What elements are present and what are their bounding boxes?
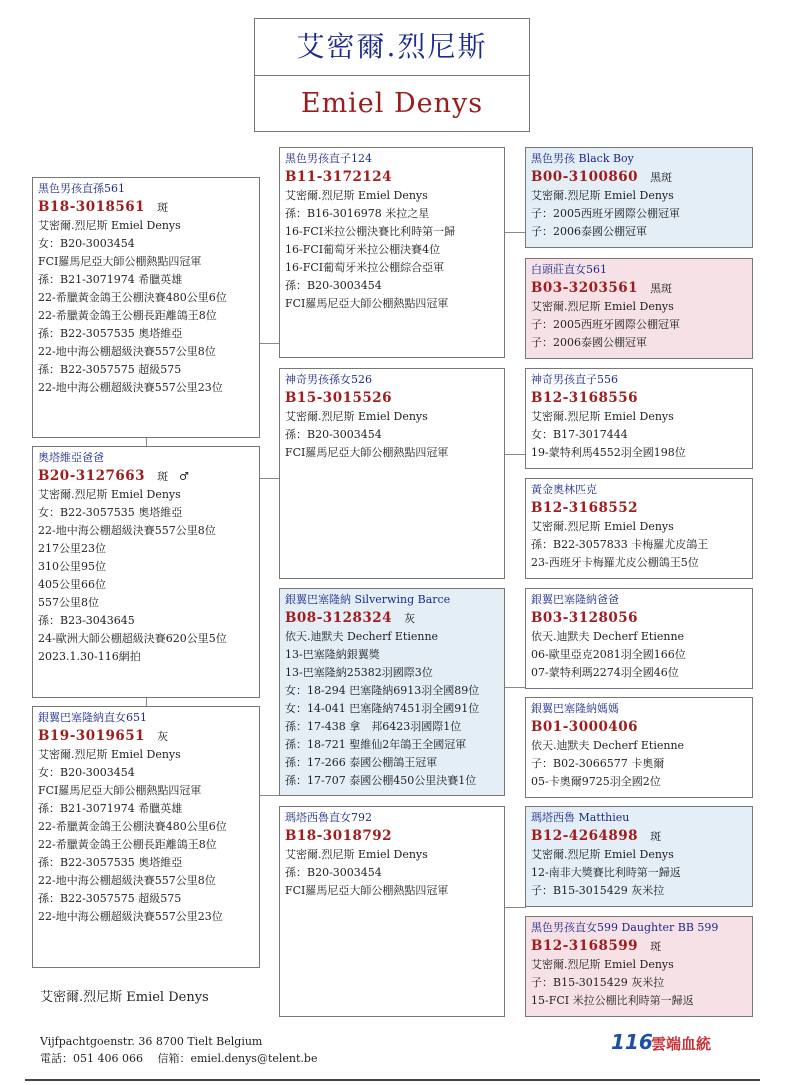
owner-name: 艾密爾.烈尼斯 Emiel Denys [40, 990, 209, 1005]
card-header: 銀翼巴塞隆納爸爸 [531, 593, 619, 606]
card-details [531, 737, 748, 791]
color-note: 灰 [157, 730, 169, 743]
card-header: 銀翼巴塞隆納 Silverwing Barce [285, 593, 451, 606]
logo-text: 雲端血統 [651, 1035, 712, 1053]
detail-line: 孫：B21-3071974 希臘英雄 [38, 273, 183, 286]
detail-line: FCI羅馬尼亞大師公棚熱點四冠軍 [285, 297, 449, 310]
card-header: 白頭莊直女561 [531, 263, 607, 276]
detail-line: 22-地中海公棚超級決賽557公里23位 [38, 910, 223, 923]
detail-line: 依天.迪默夫 Decherf Etienne [531, 630, 685, 643]
connector-line [504, 907, 526, 908]
detail-line: 艾密爾.烈尼斯 Emiel Denys [531, 300, 674, 313]
card-header: 銀翼巴塞隆納直女651 [38, 711, 147, 724]
detail-line: 310公里95位 [38, 560, 106, 573]
address-line: Vijfpachtgoenstr. 36 8700 Tielt Belgium [40, 1035, 263, 1048]
detail-line: 孫：B21-3071974 希臘英雄 [38, 802, 183, 815]
ring-number: B18-3018561 斑 [38, 199, 169, 215]
contact-block [40, 1033, 317, 1067]
detail-line: 24-歐洲大師公棚超級決賽620公里5位 [38, 632, 227, 645]
detail-line: 艾密爾.烈尼斯 Emiel Denys [531, 189, 674, 202]
detail-line: 艾密爾.烈尼斯 Emiel Denys [285, 189, 428, 202]
card-details [531, 408, 748, 462]
card-details [285, 187, 500, 313]
color-note: 黑斑 [650, 282, 673, 295]
detail-line: 22-地中海公棚超級決賽557公里8位 [38, 874, 216, 887]
card-details [531, 518, 748, 572]
detail-line: 12-南非大獎賽比利時第一歸返 [531, 866, 681, 879]
color-note: 灰 [404, 612, 416, 625]
detail-line: 子：2006泰國公棚冠軍 [531, 225, 647, 238]
card-ggs3[interactable] [525, 368, 753, 469]
detail-line: 06-歐里亞克2081羽全國166位 [531, 648, 686, 661]
ring-number: B08-3128324 灰 [285, 610, 416, 626]
connector-line [259, 478, 280, 479]
contact-line: 電話：051 406 066 信箱：emiel.denys@telent.be [40, 1052, 318, 1065]
detail-line: 2023.1.30-116網拍 [38, 650, 141, 663]
detail-line: 子：B02-3066577 卡奧爾 [531, 757, 665, 770]
color-note: 斑 [157, 201, 169, 214]
detail-line: 艾密爾.烈尼斯 Emiel Denys [531, 958, 674, 971]
card-header: 黃金奧林匹克 [531, 483, 597, 496]
card-header: 銀翼巴塞隆納媽媽 [531, 702, 619, 715]
detail-line: FCI羅馬尼亞大師公棚熱點四冠軍 [38, 784, 202, 797]
card-ggs5[interactable] [525, 588, 753, 689]
ring-number: B00-3100860 黑斑 [531, 169, 673, 185]
detail-line: 13-巴塞隆納銀翼獎 [285, 648, 380, 661]
ring-number: B12-4264898 斑 [531, 828, 662, 844]
ring-number: B15-3015526 [285, 390, 393, 406]
card-header: 黑色男孩直孫561 [38, 182, 125, 195]
detail-line: 子：2006泰國公棚冠軍 [531, 336, 647, 349]
ring-number: B11-3172124 [285, 169, 393, 185]
card-details [285, 408, 500, 462]
ring-number: B12-3168599 斑 [531, 938, 662, 954]
card-ggs8[interactable] [525, 916, 753, 1017]
detail-line: 子：2005西班牙國際公棚冠軍 [531, 318, 680, 331]
card-gs2[interactable] [279, 368, 505, 579]
detail-line: 16-FCI米拉公棚決賽比利時第一歸 [285, 225, 456, 238]
card-details [531, 628, 748, 682]
ring-number: B03-3203561 黑斑 [531, 280, 673, 296]
detail-line: 22-希臘黃金鴿王公棚長距離鴿王8位 [38, 838, 217, 851]
detail-line: 23-西班牙卡梅羅尤皮公棚鴿王5位 [531, 556, 699, 569]
logo-number: 116 [611, 1030, 653, 1054]
detail-line: 子：B15-3015429 灰米拉 [531, 976, 665, 989]
detail-line: 孫：18-721 聖維仙2年鴿王全國冠軍 [285, 738, 467, 751]
connector-line [259, 343, 280, 344]
detail-line: FCI羅馬尼亞大師公棚熱點四冠軍 [285, 884, 449, 897]
detail-line: 孫：B20-3003454 [285, 428, 382, 441]
detail-line: 557公里8位 [38, 596, 99, 609]
card-header: 瑪塔西魯直女792 [285, 811, 372, 824]
detail-line: FCI羅馬尼亞大師公棚熱點四冠軍 [38, 255, 202, 268]
card-gs1[interactable] [279, 147, 505, 358]
detail-line: 孫：B22-3057575 超級575 [38, 892, 182, 905]
detail-line: 孫：B20-3003454 [285, 279, 382, 292]
detail-line: 孫：B16-3016978 米拉之星 [285, 207, 430, 220]
detail-line: 05-卡奧爾9725羽全國2位 [531, 775, 661, 788]
detail-line: 艾密爾.烈尼斯 Emiel Denys [38, 748, 181, 761]
detail-line: 22-希臘黃金鴿王公棚長距離鴿王8位 [38, 309, 217, 322]
card-ggs4[interactable] [525, 478, 753, 579]
card-details [531, 956, 748, 1010]
color-note: 斑 [650, 940, 662, 953]
detail-line: 07-蒙特利瑪2274羽全國46位 [531, 666, 679, 679]
detail-line: 孫：B20-3003454 [285, 866, 382, 879]
detail-line: 女：18-294 巴塞隆納6913羽全國89位 [285, 684, 480, 697]
ring-number: B01-3000406 [531, 719, 639, 735]
pedigree-title-box [254, 18, 530, 132]
connector-line [504, 232, 526, 233]
detail-line: 女：14-041 巴塞隆納7451羽全國91位 [285, 702, 480, 715]
title-english: Emiel Denys [300, 88, 484, 119]
connector-line [259, 795, 280, 796]
detail-line: 女：B22-3057535 奧塔維亞 [38, 506, 183, 519]
detail-line: 405公里66位 [38, 578, 106, 591]
card-gs4[interactable] [279, 806, 505, 1017]
detail-line: 艾密爾.烈尼斯 Emiel Denys [285, 410, 428, 423]
detail-line: 艾密爾.烈尼斯 Emiel Denys [38, 488, 181, 501]
card-details [38, 486, 255, 666]
card-ggs1[interactable] [525, 147, 753, 248]
detail-line: 22-地中海公棚超級決賽557公里8位 [38, 524, 216, 537]
ring-number: B12-3168552 [531, 500, 639, 516]
connector-line [146, 437, 147, 446]
detail-line: 艾密爾.烈尼斯 Emiel Denys [531, 848, 674, 861]
detail-line: 16-FCI葡萄牙米拉公棚綜合亞軍 [285, 261, 445, 274]
detail-line: 女：B20-3003454 [38, 237, 135, 250]
detail-line: 孫：B22-3057575 超級575 [38, 363, 182, 376]
detail-line: 22-地中海公棚超級決賽557公里23位 [38, 381, 223, 394]
card-header: 瑪塔西魯 Matthieu [531, 811, 630, 824]
detail-line: 孫：17-266 泰國公棚鴿王冠軍 [285, 756, 438, 769]
card-details [38, 217, 255, 397]
ring-number: B20-3127663 斑 ♂ [38, 468, 189, 484]
card-header: 神奇男孩直子556 [531, 373, 618, 386]
card-details [285, 846, 500, 900]
detail-line: 依天.迪默夫 Decherf Etienne [285, 630, 439, 643]
card-details [531, 298, 748, 352]
connector-line [504, 687, 526, 688]
ring-number: B18-3018792 [285, 828, 393, 844]
detail-line: 217公里23位 [38, 542, 106, 555]
bottom-divider [25, 1079, 760, 1081]
detail-line: 孫：B23-3043645 [38, 614, 135, 627]
card-header: 黑色男孩直女599 Daughter BB 599 [531, 921, 719, 934]
card-gs3[interactable] [279, 588, 505, 796]
detail-line: 艾密爾.烈尼斯 Emiel Denys [38, 219, 181, 232]
title-chinese: 艾密爾.烈尼斯 [255, 19, 529, 76]
detail-line: 子：2005西班牙國際公棚冠軍 [531, 207, 680, 220]
card-ggs7[interactable] [525, 806, 753, 907]
brand-logo [611, 1030, 731, 1058]
color-note: 斑 [650, 830, 662, 843]
detail-line: 孫：17-438 拿 邦6423羽國際1位 [285, 720, 462, 733]
connector-line [146, 697, 147, 706]
card-details [531, 187, 748, 241]
card-header: 神奇男孩孫女526 [285, 373, 372, 386]
detail-line: 艾密爾.烈尼斯 Emiel Denys [531, 520, 674, 533]
detail-line: 女：B17-3017444 [531, 428, 628, 441]
connector-line [504, 454, 526, 455]
detail-line: 13-巴塞隆納25382羽國際3位 [285, 666, 433, 679]
detail-line: 依天.迪默夫 Decherf Etienne [531, 739, 685, 752]
detail-line: 15-FCI 米拉公棚比利時第一歸返 [531, 994, 694, 1007]
detail-line: 22-希臘黃金鴿王公棚決賽480公里6位 [38, 291, 227, 304]
detail-line: 子：B15-3015429 灰米拉 [531, 884, 665, 897]
color-note: 黑斑 [650, 171, 673, 184]
card-header: 奧塔維亞爸爸 [38, 451, 104, 464]
card-ggs2[interactable] [525, 258, 753, 359]
detail-line: 22-地中海公棚超級決賽557公里8位 [38, 345, 216, 358]
card-sire[interactable] [32, 446, 260, 698]
detail-line: 孫：17-707 泰國公棚450公里決賽1位 [285, 774, 477, 787]
detail-line: 16-FCI葡萄牙米拉公棚決賽4位 [285, 243, 441, 256]
detail-line: 19-蒙特利馬4552羽全國198位 [531, 446, 686, 459]
detail-line: 孫：B22-3057535 奧塔維亞 [38, 327, 183, 340]
card-details [285, 628, 500, 790]
card-dam[interactable] [32, 706, 260, 968]
detail-line: 艾密爾.烈尼斯 Emiel Denys [285, 848, 428, 861]
ring-number: B03-3128056 [531, 610, 639, 626]
color-note: 斑 ♂ [157, 470, 189, 483]
ring-number: B19-3019651 灰 [38, 728, 169, 744]
card-header: 黑色男孩 Black Boy [531, 152, 634, 165]
card-details [531, 846, 748, 900]
detail-line: 艾密爾.烈尼斯 Emiel Denys [531, 410, 674, 423]
card-details [38, 746, 255, 926]
ring-number: B12-3168556 [531, 390, 639, 406]
detail-line: 22-希臘黃金鴿王公棚決賽480公里6位 [38, 820, 227, 833]
card-ggs6[interactable] [525, 697, 753, 798]
card-header: 黑色男孩直子124 [285, 152, 372, 165]
detail-line: 孫：B22-3057535 奧塔維亞 [38, 856, 183, 869]
detail-line: 孫：B22-3057833 卡梅羅尤皮鴿王 [531, 538, 709, 551]
detail-line: 女：B20-3003454 [38, 766, 135, 779]
detail-line: FCI羅馬尼亞大師公棚熱點四冠軍 [285, 446, 449, 459]
card-sire-line[interactable] [32, 177, 260, 438]
